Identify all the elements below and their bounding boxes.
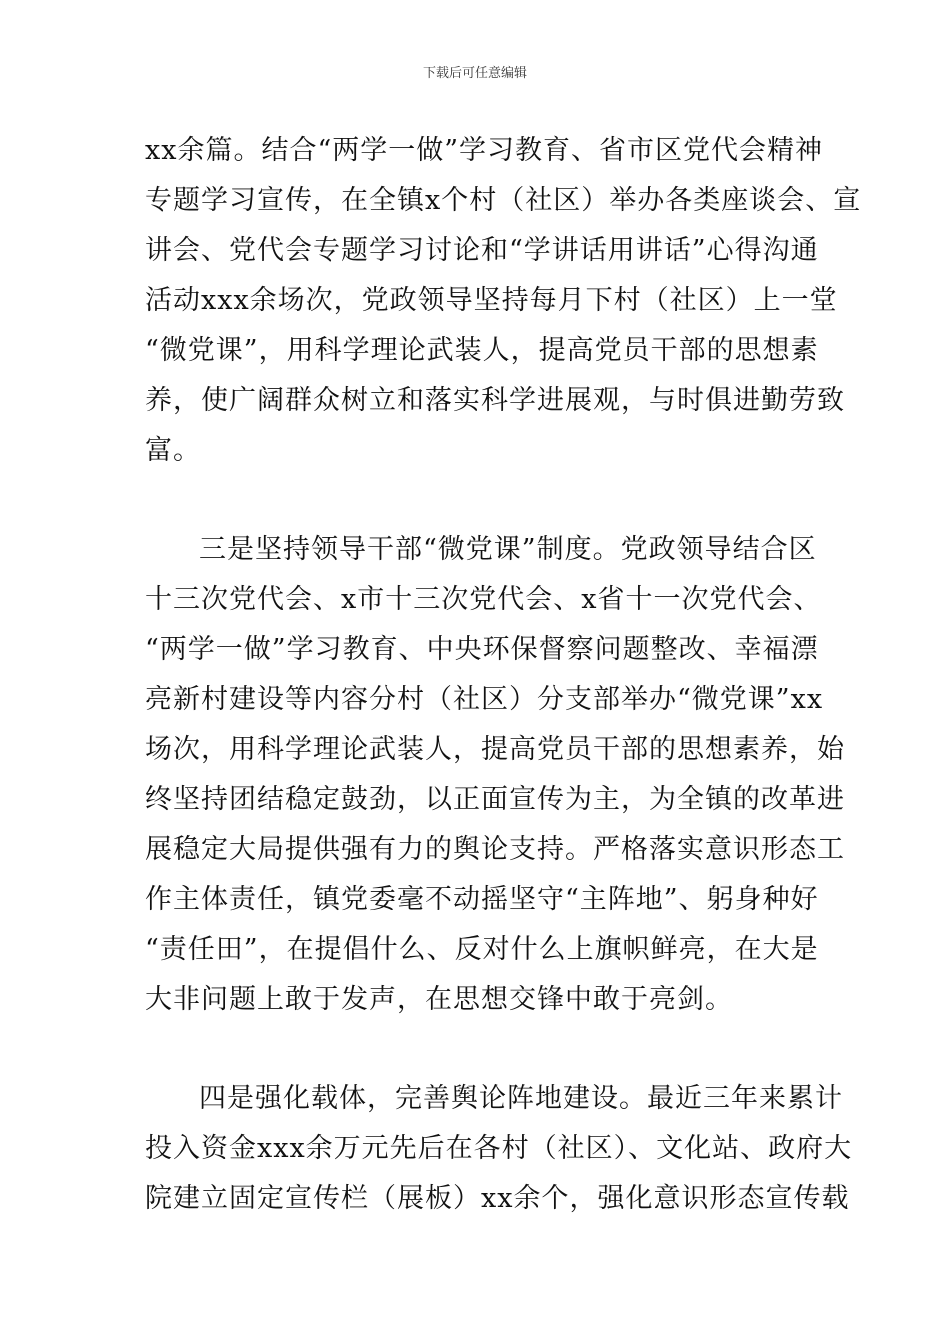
text-line: 展稳定大局提供强有力的舆论支持。严格落实意识形态工 xyxy=(145,834,845,865)
paragraph-2 xyxy=(145,525,845,1025)
paragraph-1 xyxy=(145,126,862,476)
text-line: 专题学习宣传，在全镇x个村（社区）举办各类座谈会、宣 xyxy=(145,185,862,216)
page-header: 下载后可任意编辑 xyxy=(422,66,527,81)
text-line: 富。 xyxy=(145,435,201,466)
text-line: xx余篇。结合“两学一做”学习教育、省市区党代会精神 xyxy=(145,135,824,166)
text-line: 十三次党代会、x市十三次党代会、x省十一次党代会、 xyxy=(145,584,822,615)
text-line: 院建立固定宣传栏（展板）xx余个，强化意识形态宣传载 xyxy=(145,1183,850,1214)
text-line: “两学一做”学习教育、中央环保督察问题整改、幸福漂 xyxy=(145,634,819,665)
text-line: 养，使广阔群众树立和落实科学进展观，与时俱进勤劳致 xyxy=(145,385,845,416)
text-line: 三是坚持领导干部“微党课”制度。党政领导结合区 xyxy=(199,534,817,565)
text-line: 终坚持团结稳定鼓劲，以正面宣传为主，为全镇的改革进 xyxy=(145,784,845,815)
text-line: “微党课”，用科学理论武装人，提高党员干部的思想素 xyxy=(145,335,819,366)
text-line: 大非问题上敢于发声，在思想交锋中敢于亮剑。 xyxy=(145,984,733,1015)
paragraph-3 xyxy=(145,1074,853,1224)
text-line: 亮新村建设等内容分村（社区）分支部举办“微党课”xx xyxy=(145,684,824,715)
text-line: 活动xxx余场次，党政领导坚持每月下村（社区）上一堂 xyxy=(145,285,838,316)
text-line: “责任田”，在提倡什么、反对什么上旗帜鲜亮，在大是 xyxy=(145,934,819,965)
text-line: 四是强化载体，完善舆论阵地建设。最近三年来累计 xyxy=(199,1083,843,1114)
text-line: 投入资金xxx余万元先后在各村（社区）、文化站、政府大 xyxy=(145,1133,853,1164)
text-line: 作主体责任，镇党委毫不动摇坚守“主阵地”、躬身种好 xyxy=(145,884,819,915)
text-line: 讲会、党代会专题学习讨论和“学讲话用讲话”心得沟通 xyxy=(145,235,819,266)
text-line: 场次，用科学理论武装人，提高党员干部的思想素养，始 xyxy=(145,734,845,765)
